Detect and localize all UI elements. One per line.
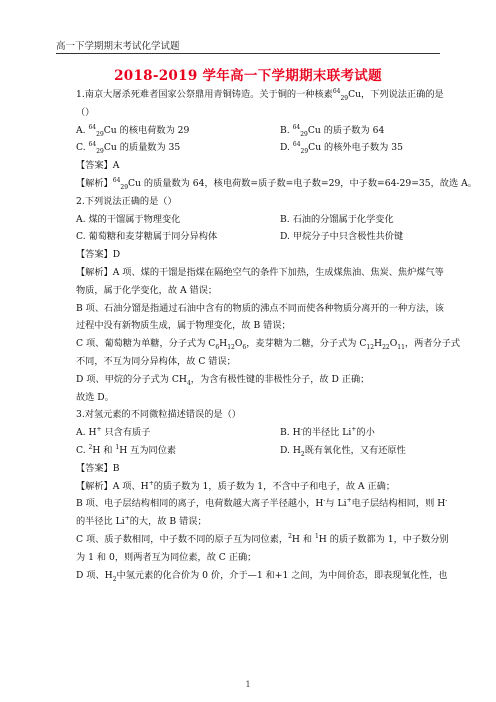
q3-option-b: B. H-的半径比 Li+的小 xyxy=(280,426,375,439)
q3-stem: 3.对氢元素的不同微粒描述错误的是（） xyxy=(76,409,241,421)
q1-stem-cont: （） xyxy=(76,106,95,118)
q1-option-a: A. $^{64}_{29}$Cu 的核电荷数为 29 xyxy=(76,123,190,138)
q2-stem: 2.下列说法正确的是（） xyxy=(76,195,177,207)
q2-analysis-6: 不同，不互为同分异构体，故 C 错误； xyxy=(76,355,236,367)
q2-analysis-2: 物质，属于化学变化，故 A 错误； xyxy=(76,284,218,296)
q3-options-ab xyxy=(76,424,436,442)
q1-options-cd xyxy=(76,139,436,157)
q2-analysis-3: B 项、石油分馏是指通过石油中含有的物质的沸点不同而使各种物质分离开的一种方法，该 xyxy=(76,302,444,314)
q2-option-d: D. 甲烷分子中只含极性共价键 xyxy=(280,231,404,243)
q2-analysis-1: 【解析】A 项、煤的干馏是指煤在隔绝空气的条件下加热，生成煤焦油、焦炭、焦炉煤气等 xyxy=(76,266,444,278)
q1-option-b: B. $^{64}_{29}$Cu 的质子数为 64 xyxy=(280,123,385,138)
q3-analysis-5: 为 1 和 0，则两者互为同位素，故 C 正确； xyxy=(76,551,257,563)
q3-options-cd xyxy=(76,442,436,460)
q3-option-d: D. $H_2$既有氧化性，又有还原性 xyxy=(280,444,406,458)
q2-analysis-7: D 项、甲烷的分子式为 $CH_4$，为含有极性键的非极性分子，故 D 正确； xyxy=(76,373,370,387)
q2-analysis-4: 过程中没有新物质生成，属于物理变化，故 B 错误； xyxy=(76,320,291,332)
document-title: 2018-2019 学年高一下学期期末联考试题 xyxy=(114,68,382,84)
q3-analysis-4: C 项、质子数相同，中子数不同的原子互为同位素，$^2$H 和 $^1$H 的质子数都为 1，中子数分别 xyxy=(76,532,449,545)
q1-option-d: D. $^{64}_{29}$Cu 的核外电子数为 35 xyxy=(280,141,403,156)
page-number: 1 xyxy=(245,680,251,689)
page-header: 高一下学期期末考试化学试题 xyxy=(56,41,180,52)
q3-option-a: A. H+ 只含有质子 xyxy=(76,426,151,439)
q1-options-ab xyxy=(76,122,436,140)
header-divider xyxy=(56,53,440,54)
q2-option-b: B. 石油的分馏属于化学变化 xyxy=(280,213,394,225)
q2-options-cd xyxy=(76,228,436,246)
q2-analysis-5: C 项、葡萄糖为单糖，分子式为 $C_6H_{12}O_6$，麦芽糖为二糖，分子式为 $C_{12}H_{22}O_{11}$，两者分子式 xyxy=(76,338,461,351)
q2-options-ab xyxy=(76,211,436,229)
q2-option-a: A. 煤的干馏属于物理变化 xyxy=(76,213,181,225)
q1-stem: 1.南京大屠杀死难者国家公祭鼎用青铜铸造。关于铜的一种核素$^{64}_{29}$Cu，下列说法正确的是 xyxy=(76,87,444,102)
q3-option-c: C. $^2$H 和 $^1$H 互为同位素 xyxy=(76,443,177,456)
q3-analysis-6: D 项、$H_2$中氢元素的化合价为 0 价，介于—1 和+1 之间，为中间价态，即表现氧化性，也 xyxy=(76,569,448,583)
q2-answer: 【答案】D xyxy=(76,249,121,261)
q3-analysis-3: 的半径比 Li+的大，故 B 错误； xyxy=(76,515,207,528)
q3-answer: 【答案】B xyxy=(76,462,120,474)
q1-option-c: C. $^{64}_{29}$Cu 的质量数为 35 xyxy=(76,141,181,156)
q2-option-c: C. 葡萄糖和麦芽糖属于同分异构体 xyxy=(76,231,218,243)
q1-analysis: 【解析】$^{64}_{29}$Cu 的质量数为 64，核电荷数=质子数=电子数=29，中子数=64-29=35，故选 A。 xyxy=(76,176,477,191)
document-body xyxy=(76,86,477,584)
q3-analysis-2: B 项、电子层结构相同的离子，电荷数越大离子半径越小，H-与 Li+电子层结构相同，则 H- xyxy=(76,497,448,510)
q3-analysis-1: 【解析】A 项、H+的质子数为 1，质子数为 1，不含中子和电子，故 A 正确； xyxy=(76,479,396,492)
q2-analysis-8: 故选 D。 xyxy=(76,391,114,403)
q1-answer: 【答案】A xyxy=(76,160,120,172)
